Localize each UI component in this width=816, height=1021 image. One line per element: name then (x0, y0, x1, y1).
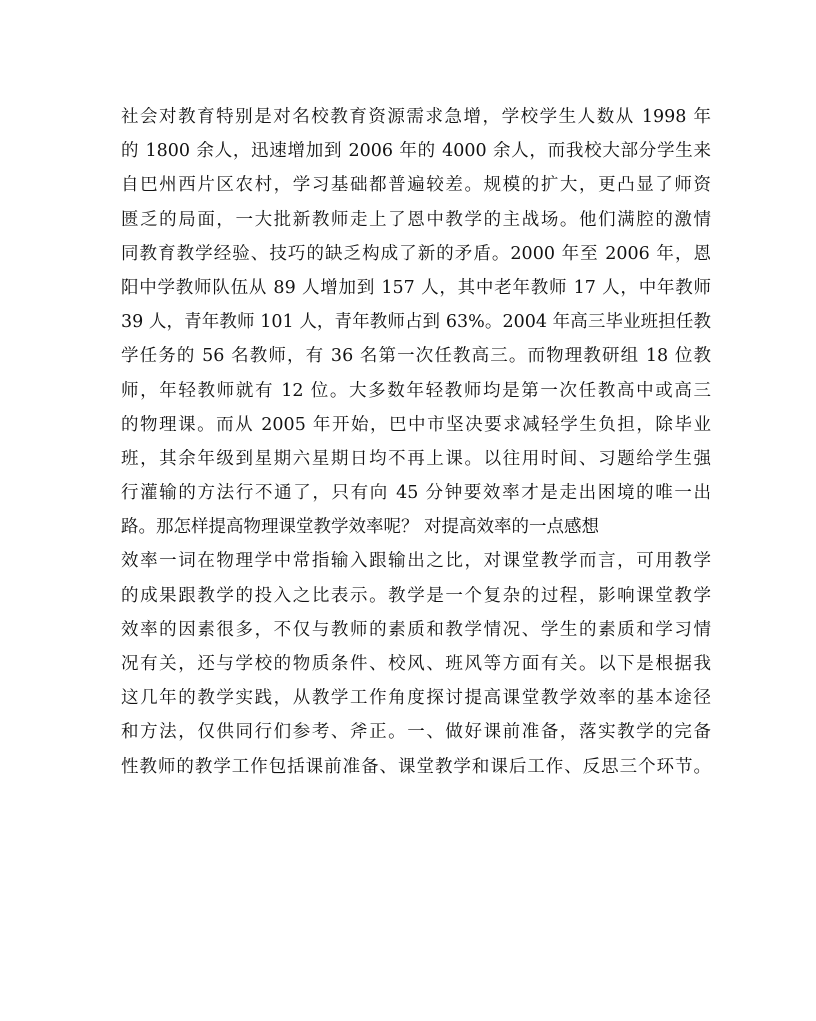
text-line: 自巴州西片区农村，学习基础都普遍较差。规模的扩大，更凸显了师资 (121, 175, 711, 196)
text-line: 效率的因素很多，不仅与教师的素质和教学情况、学生的素质和学习情 (121, 619, 711, 640)
text-line: 的 1800 余人，迅速增加到 2006 年的 4000 余人，而我校大部分学生来 (121, 141, 711, 162)
text-line: 和方法，仅供同行们参考、斧正。一、做好课前准备，落实教学的完备 (121, 722, 711, 743)
text-line: 班，其余年级到星期六星期日均不再上课。以往用时间、习题给学生强 (121, 448, 711, 469)
body-text (121, 100, 711, 784)
text-line: 这几年的教学实践，从教学工作角度探讨提高课堂教学效率的基本途径 (121, 688, 711, 709)
text-line: 匮乏的局面，一大批新教师走上了恩中教学的主战场。他们满腔的激情 (121, 209, 711, 230)
text-line: 同教育教学经验、技巧的缺乏构成了新的矛盾。2000 年至 2006 年，恩 (121, 243, 711, 264)
text-line: 行灌输的方法行不通了，只有向 45 分钟要效率才是走出困境的唯一出 (121, 483, 711, 504)
text-line: 路。那怎样提高物理课堂教学效率呢？ 对提高效率的一点感想 (121, 517, 600, 538)
text-line: 39 人，青年教师 101 人，青年教师占到 63%。2004 年高三毕业班担任教 (121, 312, 711, 333)
text-line: 社会对教育特别是对名校教育资源需求急增，学校学生人数从 1998 年 (121, 107, 711, 127)
text-line: 的物理课。而从 2005 年开始，巴中市坚决要求减轻学生负担，除毕业 (121, 414, 711, 435)
text-line: 阳中学教师队伍从 89 人增加到 157 人，其中老年教师 17 人，中年教师 (121, 277, 711, 298)
text-line: 的成果跟教学的投入之比表示。教学是一个复杂的过程，影响课堂教学 (121, 585, 711, 606)
text-line: 效率一词在物理学中常指输入跟输出之比，对课堂教学而言，可用教学 (121, 551, 711, 572)
text-line: 况有关，还与学校的物质条件、校风、班风等方面有关。以下是根据我 (121, 654, 711, 674)
text-line: 学任务的 56 名教师，有 36 名第一次任教高三。而物理教研组 18 位教 (121, 346, 711, 367)
text-line: 性教师的教学工作包括课前准备、课堂教学和课后工作、反思三个环节。 (121, 756, 711, 777)
text-line: 师，年轻教师就有 12 位。大多数年轻教师均是第一次任教高中或高三 (121, 380, 711, 401)
